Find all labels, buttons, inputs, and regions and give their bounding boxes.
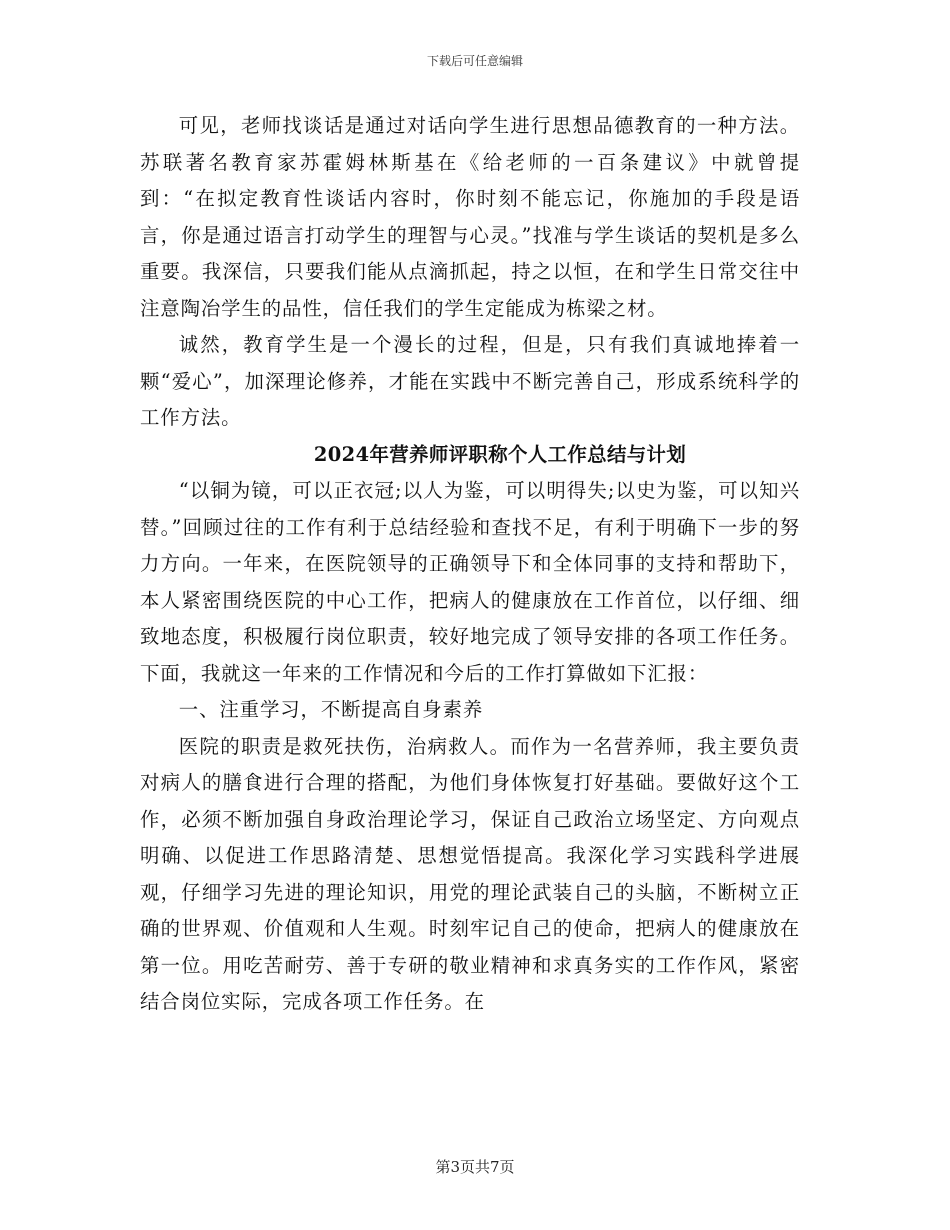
header-note: 下载后可任意编辑 [426, 54, 523, 68]
paragraph-conversation-method: 可见，老师找谈话是通过对话向学生进行思想品德教育的一种方法。苏联著名教育家苏霍姆林斯基在《给老师的一百条建议》中就曾提到：“在拟定教育性谈话内容时，你时刻不能忘记，你施加的手段是语言，你是通过语言打动学生的理智与心灵。”找准与学生谈话的契机是多么重要。我深信，只要我们能从点滴抓起，持之以恒，在和学生日常交往中注意陶冶学生的品性，信任我们的学生定能成为栋梁之材。 [140, 114, 800, 320]
section-heading-1: 一、注重学习，不断提高自身素养 [178, 698, 484, 721]
paragraph-education-process: 诚然，教育学生是一个漫长的过程，但是，只有我们真诚地捧着一颗“爱心”，加深理论修养，才能在实践中不断完善自己，形成系统科学的工作方法。 [140, 333, 800, 429]
paragraph-study: 医院的职责是救死扶伤，治病救人。而作为一名营养师，我主要负责对病人的膳食进行合理的搭配，为他们身体恢复打好基础。要做好这个工作，必须不断加强自身政治理论学习，保证自己政治立场坚定、方向观点明确、以促进工作思路清楚、思想觉悟提高。我深化学习实践科学进展观，仔细学习先进的理论知识，用党的理论武装自己的头脑，不断树立正确的世界观、价值观和人生观。时刻牢记自己的使命，把病人的健康放在第一位。用吃苦耐劳、善于专研的敬业精神和求真务实的工作作风，紧密结合岗位实际，完成各项工作任务。在 [140, 734, 800, 1013]
document-body [140, 108, 800, 1021]
page-indicator: 第3页共7页 [435, 1158, 515, 1176]
document-title: 2024年营养师评职称个人工作总结与计划 [313, 442, 687, 466]
paragraph-introduction: “以铜为镜，可以正衣冠;以人为鉴，可以明得失;以史为鉴，可以知兴替。”回顾过往的工作有利于总结经验和查找不足，有利于明确下一步的努力方向。一年来，在医院领导的正确领导下和全体同事的支持和帮助下，本人紧密围绕医院的中心工作，把病人的健康放在工作首位，以仔细、细致地态度，积极履行岗位职责，较好地完成了领导安排的各项工作任务。下面，我就这一年来的工作情况和今后的工作打算做如下汇报： [140, 479, 800, 685]
